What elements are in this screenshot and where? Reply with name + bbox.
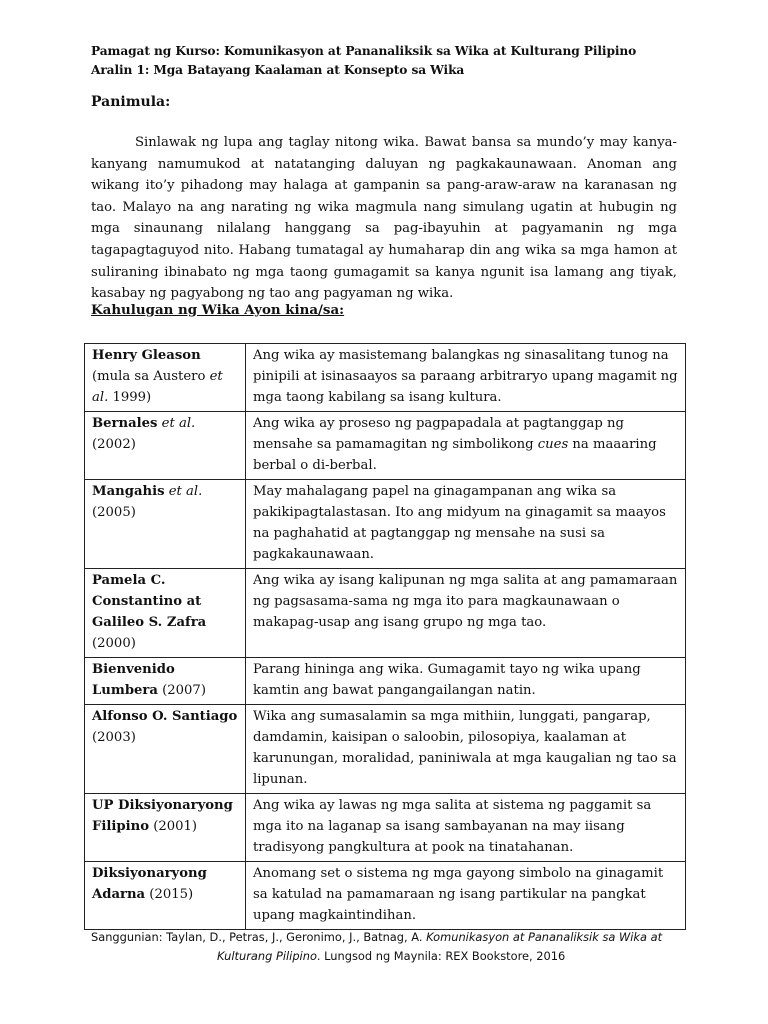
reference-authors: Taylan, D., Petras, J., Geronimo, J., Batnag, A. <box>162 930 427 944</box>
author-etal: et al. <box>161 416 196 431</box>
author-name: Mangahis <box>92 484 165 499</box>
author-open: ( <box>92 636 98 651</box>
author-year: 2001 <box>158 819 192 834</box>
author-year: (2002 <box>92 437 131 452</box>
reference-title-part2: Kulturang Pilipino <box>217 948 317 963</box>
intro-heading: Panimula: <box>91 94 171 110</box>
definition-text: Ang wika ay proseso ng pagpapadala at pagtanggap ng mensahe sa pamamagitan ng simbolikong <box>253 416 624 452</box>
definition-text-tail: na maaaring berbal o di-berbal. <box>253 437 657 473</box>
author-open: ( <box>92 730 98 745</box>
author-year: (2005 <box>92 505 131 520</box>
definition-cell <box>246 794 686 862</box>
definitions-table-body <box>85 344 686 930</box>
author-cell <box>85 412 246 480</box>
author-name: Henry Gleason <box>92 348 201 363</box>
definition-cell <box>246 412 686 480</box>
author-cell <box>85 480 246 569</box>
author-close: ) <box>130 437 136 452</box>
author-year: 1999 <box>108 390 147 405</box>
author-etal: et al. <box>168 484 203 499</box>
author-name: UP Diksiyonaryong Filipino <box>92 798 233 834</box>
author-year: 2000 <box>97 636 131 651</box>
definitions-heading: Kahulugan ng Wika Ayon kina/sa: <box>91 302 345 318</box>
definition-text: Ang wika ay lawas ng mga salita at sistema ng paggamit sa mga ito na laganap sa isang sambayanan na may iisang tradisyong pangkultura at pook na tinatahanan. <box>253 798 652 855</box>
author-open: ( <box>92 369 98 384</box>
author-name: Bernales <box>92 416 158 431</box>
author-year: 2007 <box>167 683 201 698</box>
author-close: ) <box>130 636 136 651</box>
author-cell <box>85 794 246 862</box>
intro-paragraph <box>91 132 677 305</box>
reference-citation <box>91 928 691 965</box>
definition-text: Ang wika ay masistemang balangkas ng sinasalitang tunog na pinipili at isinasaayos sa paraang arbitraryo upang magamit ng mga taong kabilang sa isang kultura. <box>253 348 678 405</box>
author-year: 2015 <box>154 887 188 902</box>
author-close: ) <box>188 887 194 902</box>
author-name: Pamela C. Constantino at Galileo S. Zafra <box>92 573 207 630</box>
definition-text: Ang wika ay isang kalipunan ng mga salita at ang pamamaraan ng pagsasama-sama ng mga ito para magkaunawaan o makapag-usap ang isang grupo ng mga tao. <box>253 573 678 630</box>
lesson-title-header: Aralin 1: Mga Batayang Kaalaman at Konsepto sa Wika <box>91 63 465 77</box>
reference-label: Sanggunian: <box>91 930 163 944</box>
author-cell <box>85 344 246 412</box>
definition-cell <box>246 705 686 794</box>
author-open: ( <box>157 683 168 698</box>
table-row <box>85 569 686 658</box>
definition-cell <box>246 862 686 930</box>
author-close: ) <box>191 819 198 834</box>
table-row <box>85 412 686 480</box>
author-name: Alfonso O. Santiago <box>92 709 238 724</box>
author-name: Bienvenido Lumbera <box>92 662 175 698</box>
author-etal: et al. <box>92 369 223 405</box>
definition-italic-term: cues <box>537 437 569 452</box>
definition-cell <box>246 344 686 412</box>
course-title-header: Pamagat ng Kurso: Komunikasyon at Pananaliksik sa Wika at Kulturang Pilipino <box>91 44 637 58</box>
definition-text: Anomang set o sistema ng mga gayong simbolo na ginagamit sa katulad na pamamaraan ng isang partikular na pangkat upang magkaintindihan. <box>253 866 664 923</box>
reference-publisher: . Lungsod ng Maynila: REX Bookstore, 2016 <box>316 948 566 963</box>
table-row <box>85 862 686 930</box>
author-year: 2003 <box>97 730 131 745</box>
definition-cell <box>246 569 686 658</box>
author-source: mula sa Austero <box>97 369 210 384</box>
author-cell <box>85 705 246 794</box>
definition-cell <box>246 480 686 569</box>
table-row <box>85 705 686 794</box>
author-open: ( <box>149 819 159 834</box>
table-row <box>85 344 686 412</box>
intro-body-text: Sinlawak ng lupa ang taglay nitong wika. Bawat bansa sa mundo’y may kanya-kanyang namumukod at natatanging daluyan ng pagkakaunawaan. Anoman ang wikang ito’y pihadong may halaga at gampanin sa pang-araw-araw na karanasan ng tao. Malayo na ang narating ng wika magmula nang simulang ugatin at hubugin ng mga sinaunang nilalang hanggang sa pag-ibayuhin at pagyamanin ng mga tagapagtaguyod nito. Habang tumatagal ay humaharap din ang wika sa mga hamon at suliraning ibinabato ng mga taong gumagamit sa kanya ngunit isa lamang ang tiyak, kasabay ng pagyabong ng tao ang pagyaman ng wika. <box>91 135 677 302</box>
definition-text: Wika ang sumasalamin sa mga mithiin, lunggati, pangarap, damdamin, kaisipan o saloobin, pilosopiya, kaalaman at karunungan, moralidad, paniniwala at mga kaugalian ng tao sa lipunan. <box>253 709 677 787</box>
definitions-table <box>84 343 686 930</box>
definition-text: Parang hininga ang wika. Gumagamit tayo ng wika upang kamtin ang bawat pangangailangan natin. <box>253 662 641 698</box>
table-row <box>85 794 686 862</box>
author-cell <box>85 658 246 705</box>
author-name: Diksiyonaryong Adarna <box>92 866 207 902</box>
definition-text: May mahalagang papel na ginagampanan ang wika sa pakikipagtalastasan. Ito ang midyum na ginagamit sa maayos na paghahatid at pagtanggap ng mensahe na susi sa pagkakaunawaan. <box>253 484 666 562</box>
author-close: ) <box>130 730 136 745</box>
author-close: ) <box>130 505 136 520</box>
reference-title-part1: Komunikasyon at Pananaliksik sa Wika at <box>426 930 663 944</box>
table-row <box>85 658 686 705</box>
author-close: ) <box>200 683 206 698</box>
author-open: ( <box>145 887 155 902</box>
author-cell <box>85 569 246 658</box>
author-cell <box>85 862 246 930</box>
author-close: ) <box>146 390 152 405</box>
table-row <box>85 480 686 569</box>
definition-cell <box>246 658 686 705</box>
